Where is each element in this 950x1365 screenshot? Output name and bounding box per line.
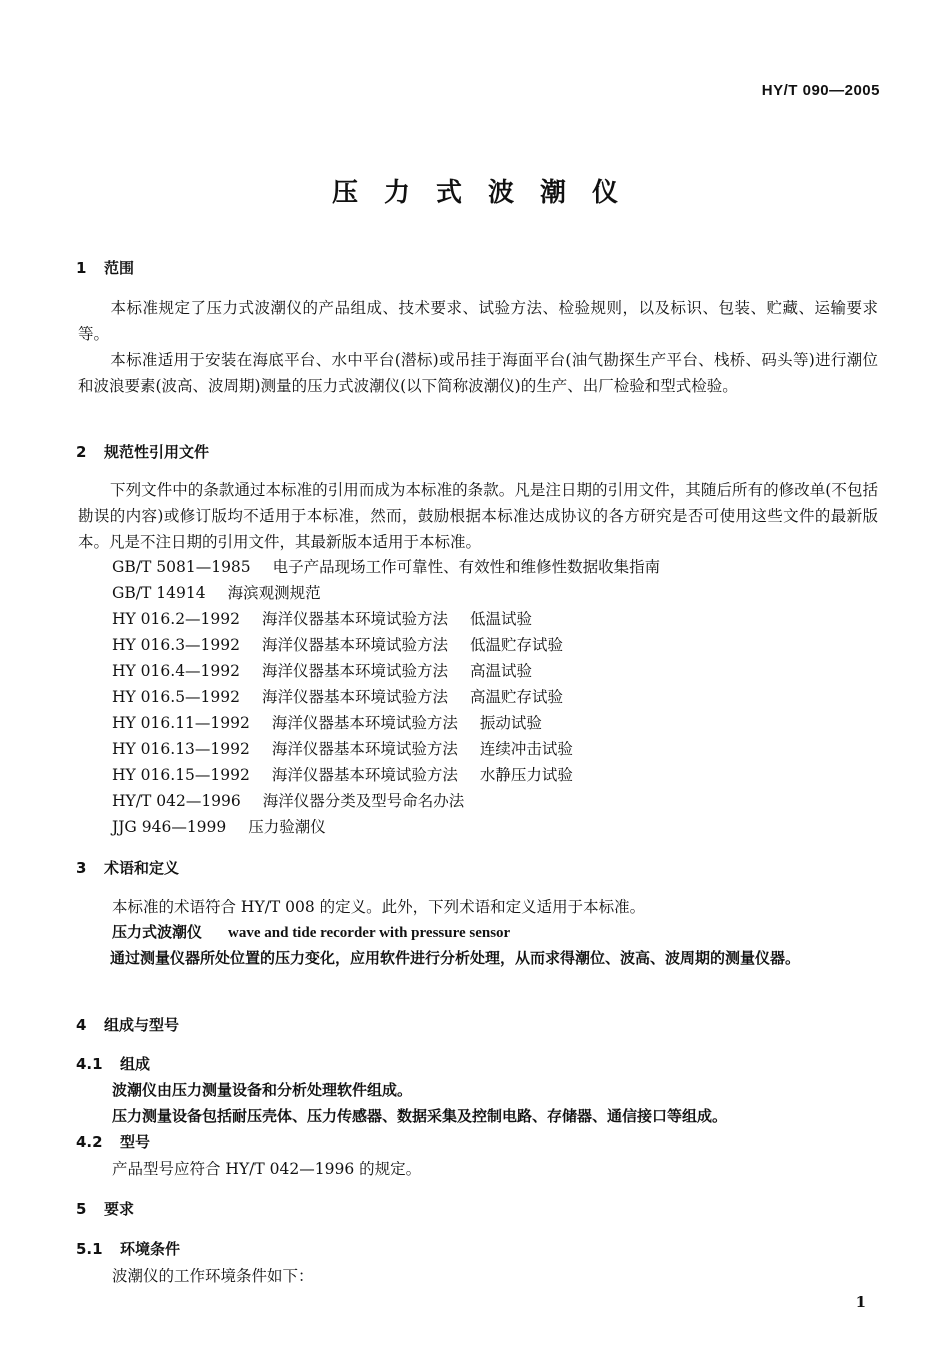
reference-code: HY 016.13—1992 bbox=[112, 740, 250, 758]
reference-title: 海洋仪器基本环境试验方法 bbox=[271, 714, 458, 732]
term-entry bbox=[112, 921, 510, 942]
section-4-1-line-1: 波潮仪由压力测量设备和分析处理软件组成。 bbox=[112, 1081, 413, 1099]
paragraph-text: 本标准适用于安装在海底平台、水中平台(潜标)或吊挂于海面平台(油气勘探生产平台、栈桥、码头等)进行潮位和波浪要素(波高、波周期)测量的压力式波潮仪(以下简称波潮仪)的生产、出厂检验和型式检验。 bbox=[78, 351, 878, 395]
section-4-2-line-1: 产品型号应符合 HY/T 042—1996 的规定。 bbox=[112, 1160, 422, 1178]
reference-code: HY 016.11—1992 bbox=[112, 714, 250, 732]
reference-subtitle: 水静压力试验 bbox=[479, 766, 573, 784]
section-number: 3 bbox=[76, 859, 87, 877]
term-chinese: 压力式波潮仪 bbox=[112, 923, 203, 941]
section-5-1-line-1: 波潮仪的工作环境条件如下： bbox=[112, 1267, 314, 1285]
reference-title: 海洋仪器基本环境试验方法 bbox=[262, 688, 449, 706]
section-1-heading bbox=[76, 257, 134, 278]
section-number: 4.2 bbox=[76, 1133, 103, 1151]
section-title: 术语和定义 bbox=[104, 859, 180, 877]
reference-title: 海滨观测规范 bbox=[227, 584, 321, 602]
paragraph-text: 通过测量仪器所处位置的压力变化，应用软件进行分析处理，从而求得潮位、波高、波周期的测量仪器。 bbox=[110, 949, 801, 967]
reference-item bbox=[112, 815, 326, 837]
section-number: 4 bbox=[76, 1016, 87, 1034]
reference-code: HY/T 042—1996 bbox=[112, 792, 241, 810]
section-number: 5.1 bbox=[76, 1240, 103, 1258]
paragraph-text: 本标准规定了压力式波潮仪的产品组成、技术要求、试验方法、检验规则，以及标识、包装、贮藏、运输要求等。 bbox=[78, 299, 878, 343]
reference-item bbox=[112, 737, 573, 759]
term-definition bbox=[78, 945, 878, 971]
reference-item bbox=[112, 659, 532, 681]
reference-item bbox=[112, 711, 542, 733]
reference-code: HY 016.4—1992 bbox=[112, 662, 240, 680]
reference-item bbox=[112, 607, 532, 629]
section-3-heading bbox=[76, 857, 179, 878]
reference-code: GB/T 5081—1985 bbox=[112, 558, 251, 576]
section-title: 环境条件 bbox=[120, 1240, 181, 1258]
section-title: 要求 bbox=[104, 1200, 135, 1218]
reference-code: HY 016.2—1992 bbox=[112, 610, 240, 628]
section-number: 4.1 bbox=[76, 1055, 103, 1073]
reference-code: GB/T 14914 bbox=[112, 584, 206, 602]
section-4-1-line-2: 压力测量设备包括耐压壳体、压力传感器、数据采集及控制电路、存储器、通信接口等组成。 bbox=[112, 1107, 728, 1125]
paragraph-text: 下列文件中的条款通过本标准的引用而成为本标准的条款。凡是注日期的引用文件，其随后所有的修改单(不包括勘误的内容)或修订版均不适用于本标准，然而，鼓励根据本标准达成协议的各方研究是否可使用这些文件的最新版本。凡是不注日期的引用文件，其最新版本适用于本标准。 bbox=[78, 481, 878, 551]
section-number: 5 bbox=[76, 1200, 87, 1218]
term-english: wave and tide recorder with pressure sensor bbox=[228, 925, 511, 941]
section-number: 2 bbox=[76, 443, 87, 461]
reference-code: JJG 946—1999 bbox=[112, 818, 227, 836]
reference-item bbox=[112, 555, 660, 577]
reference-subtitle: 高温贮存试验 bbox=[470, 688, 564, 706]
reference-subtitle: 高温试验 bbox=[470, 662, 533, 680]
reference-item bbox=[112, 789, 464, 811]
reference-title: 海洋仪器基本环境试验方法 bbox=[262, 662, 449, 680]
reference-item bbox=[112, 633, 563, 655]
section-title: 范围 bbox=[104, 259, 135, 277]
reference-title: 电子产品现场工作可靠性、有效性和维修性数据收集指南 bbox=[272, 558, 661, 576]
reference-title: 海洋仪器分类及型号命名办法 bbox=[262, 792, 465, 810]
reference-subtitle: 连续冲击试验 bbox=[479, 740, 573, 758]
reference-title: 海洋仪器基本环境试验方法 bbox=[262, 610, 449, 628]
reference-item bbox=[112, 581, 321, 603]
reference-subtitle: 低温贮存试验 bbox=[470, 636, 564, 654]
reference-title: 压力验潮仪 bbox=[248, 818, 326, 836]
section-1-paragraph-1 bbox=[78, 295, 878, 347]
section-title: 规范性引用文件 bbox=[104, 443, 210, 461]
reference-item bbox=[112, 685, 563, 707]
reference-title: 海洋仪器基本环境试验方法 bbox=[262, 636, 449, 654]
reference-code: HY 016.3—1992 bbox=[112, 636, 240, 654]
standard-code: HY/T 090—2005 bbox=[761, 82, 880, 99]
section-title: 组成 bbox=[120, 1055, 151, 1073]
section-4-2-heading bbox=[76, 1131, 150, 1152]
section-2-paragraph-1 bbox=[78, 477, 878, 555]
page-number: 1 bbox=[855, 1293, 866, 1311]
page-title: 压力式波潮仪 bbox=[331, 178, 644, 208]
section-title: 型号 bbox=[120, 1133, 151, 1151]
reference-item bbox=[112, 763, 573, 785]
reference-code: HY 016.15—1992 bbox=[112, 766, 250, 784]
section-1-paragraph-2 bbox=[78, 347, 878, 399]
section-number: 1 bbox=[76, 259, 87, 277]
section-3-intro: 本标准的术语符合 HY/T 008 的定义。此外，下列术语和定义适用于本标准。 bbox=[112, 898, 646, 916]
section-4-1-heading bbox=[76, 1053, 150, 1074]
reference-title: 海洋仪器基本环境试验方法 bbox=[271, 766, 458, 784]
section-5-1-heading bbox=[76, 1238, 180, 1259]
reference-subtitle: 振动试验 bbox=[479, 714, 542, 732]
reference-code: HY 016.5—1992 bbox=[112, 688, 240, 706]
reference-title: 海洋仪器基本环境试验方法 bbox=[271, 740, 458, 758]
section-2-heading bbox=[76, 441, 209, 462]
section-title: 组成与型号 bbox=[104, 1016, 180, 1034]
section-5-heading bbox=[76, 1198, 134, 1219]
reference-subtitle: 低温试验 bbox=[470, 610, 533, 628]
section-4-heading bbox=[76, 1014, 179, 1035]
